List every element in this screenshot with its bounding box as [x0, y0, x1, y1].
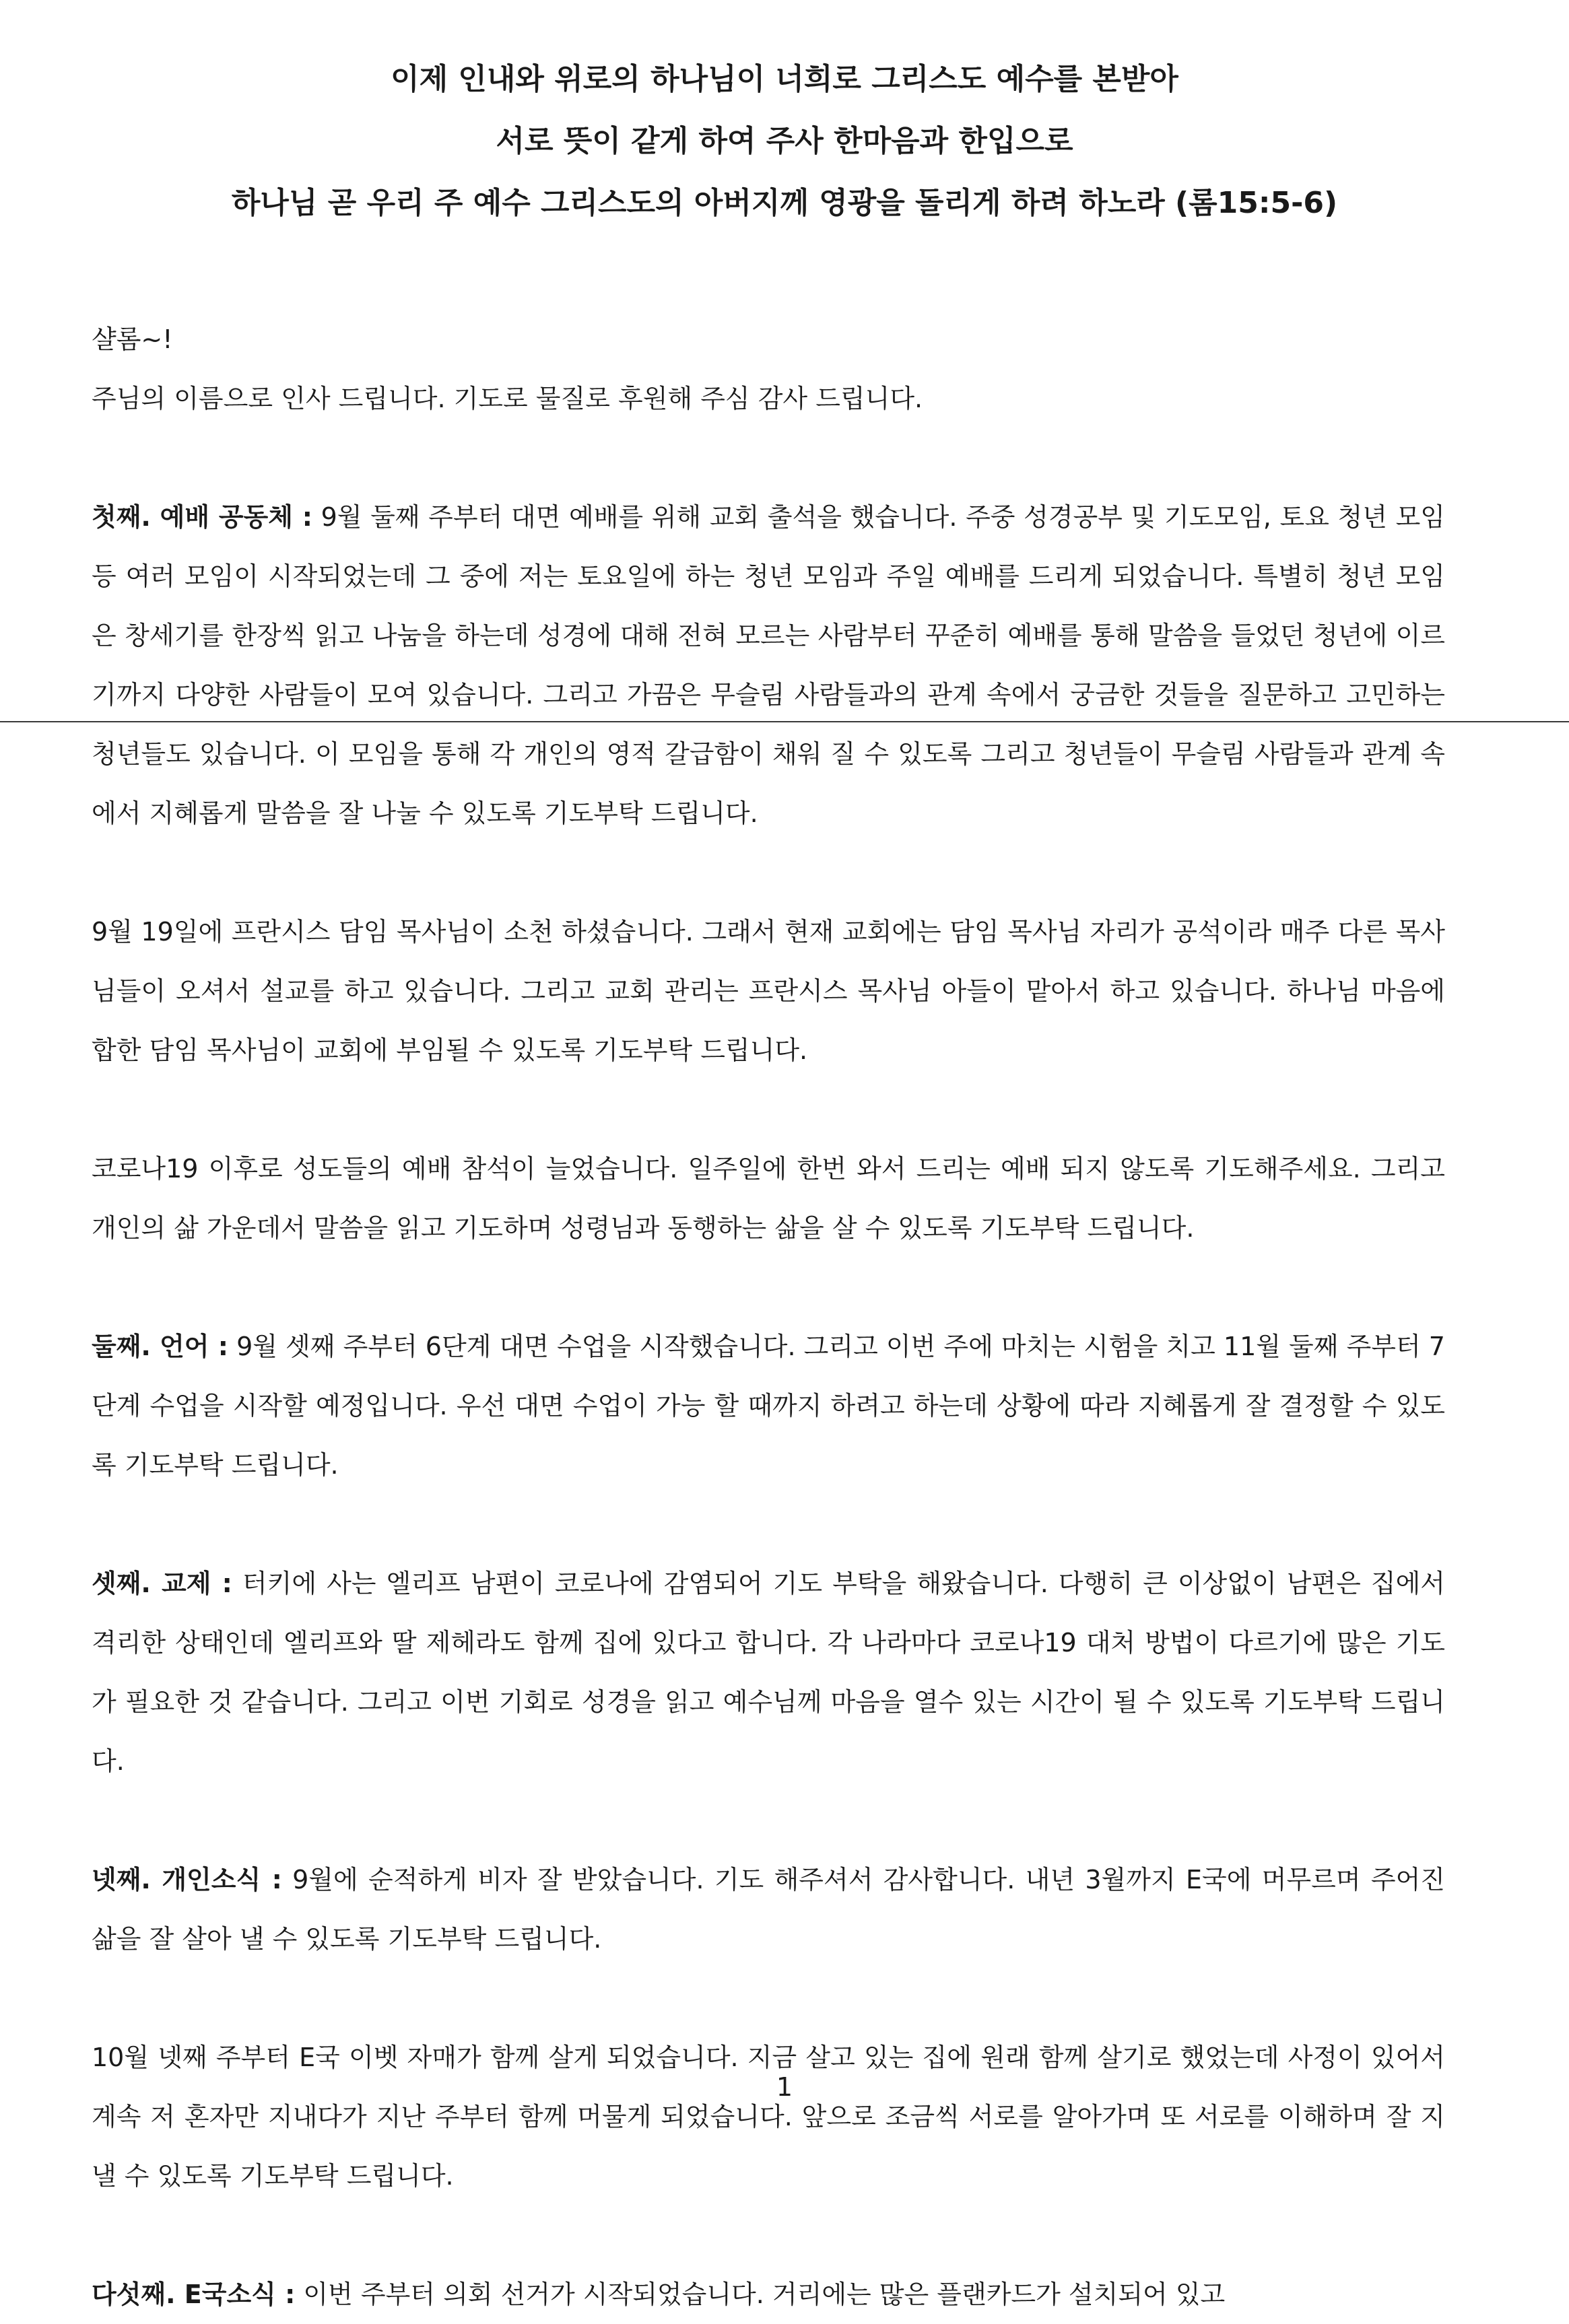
verse-line-2: 서로 뜻이 같게 하여 주사 한마음과 한입으로: [496, 124, 1073, 158]
verse-line-3: 하나님 곧 우리 주 예수 그리스도의 아버지께 영광을 돌리게 하려 하노라 (롬15:5-6): [231, 186, 1338, 220]
page-number: 1: [776, 2072, 793, 2102]
letter-body: [92, 310, 1445, 2324]
verse-header: [0, 48, 1569, 234]
section-text: 터키에 사는 엘리프 남편이 코로나에 감염되어 기도 부탁을 해왔습니다. 다행히 큰 이상없이 남편은 집에서 격리한 상태인데 엘리프와 딸 제헤라도 함께 집에 있다고 합니다. 각 나라마다 코로나19 대처 방법이 다르기에 많은 기도가 필요한 것 같습니다. 그리고 이번 기회로 성경을 읽고 예수님께 마음을 열수 있는 시간이 될 수 있도록 기도부탁 드립니다.: [92, 1569, 1445, 1776]
section-country: [92, 2265, 1445, 2324]
greeting-intro: 주님의 이름으로 인사 드립니다. 기도로 물질로 후원해 주심 감사 드립니다.: [92, 384, 923, 413]
greeting-salutation: 샬롬~!: [92, 324, 173, 354]
section-text: 9월에 순적하게 비자 잘 받았습니다. 기도 해주셔서 감사합니다. 내년 3월까지 E국에 머무르며 주어진 삶을 잘 살아 낼 수 있도록 기도부탁 드립니다.: [92, 1865, 1445, 1954]
personal-housemate-paragraph: 10월 넷째 주부터 E국 이벳 자매가 함께 살게 되었습니다. 지금 살고 있는 집에 원래 함께 살기로 했었는데 사정이 있어서 계속 저 혼자만 지내다가 지난 주부터 함께 머물게 되었습니다. 앞으로 조금씩 서로를 알아가며 또 서로를 이해하며 잘 지낼 수 있도록 기도부탁 드립니다.: [92, 2043, 1445, 2191]
verse-line-1: 이제 인내와 위로의 하나님이 너희로 그리스도 예수를 본받아: [391, 62, 1178, 96]
section-personal: [92, 1850, 1445, 1969]
section-fellowship: [92, 1554, 1445, 1791]
section-text: 9월 둘째 주부터 대면 예배를 위해 교회 출석을 했습니다. 주중 성경공부 및 기도모임, 토요 청년 모임등 여러 모임이 시작되었는데 그 중에 저는 토요일에 하는 청년 모임과 주일 예배를 드리게 되었습니다. 특별히 청년 모임은 창세기를 한장씩 읽고 나눔을 하는데 성경에 대해 전혀 모르는 사람부터 꾸준히 예배를 통해 말씀을 들었던 청년에 이르기까지 다양한 사람들이 모여 있습니다. 그리고 가끔은 무슬림 사람들과의 관계 속에서 궁금한 것들을 질문하고 고민하는 청년들도 있습니다. 이 모임을 통해 각 개인의 영적 갈급함이 채워 질 수 있도록 그리고 청년들이 무슬림 사람들과 관계 속에서 지혜롭게 말씀을 잘 나눌 수 있도록 기도부탁 드립니다.: [92, 502, 1445, 828]
worship-pastor-paragraph: 9월 19일에 프란시스 담임 목사님이 소천 하셨습니다. 그래서 현재 교회에는 담임 목사님 자리가 공석이라 매주 다른 목사님들이 오셔서 설교를 하고 있습니다. 그리고 교회 관리는 프란시스 목사님 아들이 맡아서 하고 있습니다. 하나님 마음에 합한 담임 목사님이 교회에 부임될 수 있도록 기도부탁 드립니다.: [92, 917, 1445, 1065]
section-label: 다섯째. E국소식 :: [92, 2280, 296, 2309]
section-label: 셋째. 교제 :: [92, 1569, 232, 1598]
section-language: [92, 1317, 1445, 1495]
section-text: 이번 주부터 의회 선거가 시작되었습니다. 거리에는 많은 플랜카드가 설치되어 있고: [295, 2280, 1226, 2309]
section-label: 넷째. 개인소식 :: [92, 1865, 282, 1894]
section-text: 9월 셋째 주부터 6단계 대면 수업을 시작했습니다. 그리고 이번 주에 마치는 시험을 치고 11월 둘째 주부터 7단계 수업을 시작할 예정입니다. 우선 대면 수업이 가능 할 때까지 하려고 하는데 상황에 따라 지혜롭게 잘 결정할 수 있도록 기도부탁 드립니다.: [92, 1332, 1445, 1480]
scan-artifact-line: [0, 721, 1569, 722]
section-label: 둘째. 언어 :: [92, 1332, 228, 1361]
worship-covid-paragraph: 코로나19 이후로 성도들의 예배 참석이 늘었습니다. 일주일에 한번 와서 드리는 예배 되지 않도록 기도해주세요. 그리고 개인의 삶 가운데서 말씀을 읽고 기도하며 성령님과 동행하는 삶을 살 수 있도록 기도부탁 드립니다.: [92, 1154, 1445, 1243]
section-label: 첫째. 예배 공동체 :: [92, 502, 312, 532]
section-worship: [92, 487, 1445, 843]
